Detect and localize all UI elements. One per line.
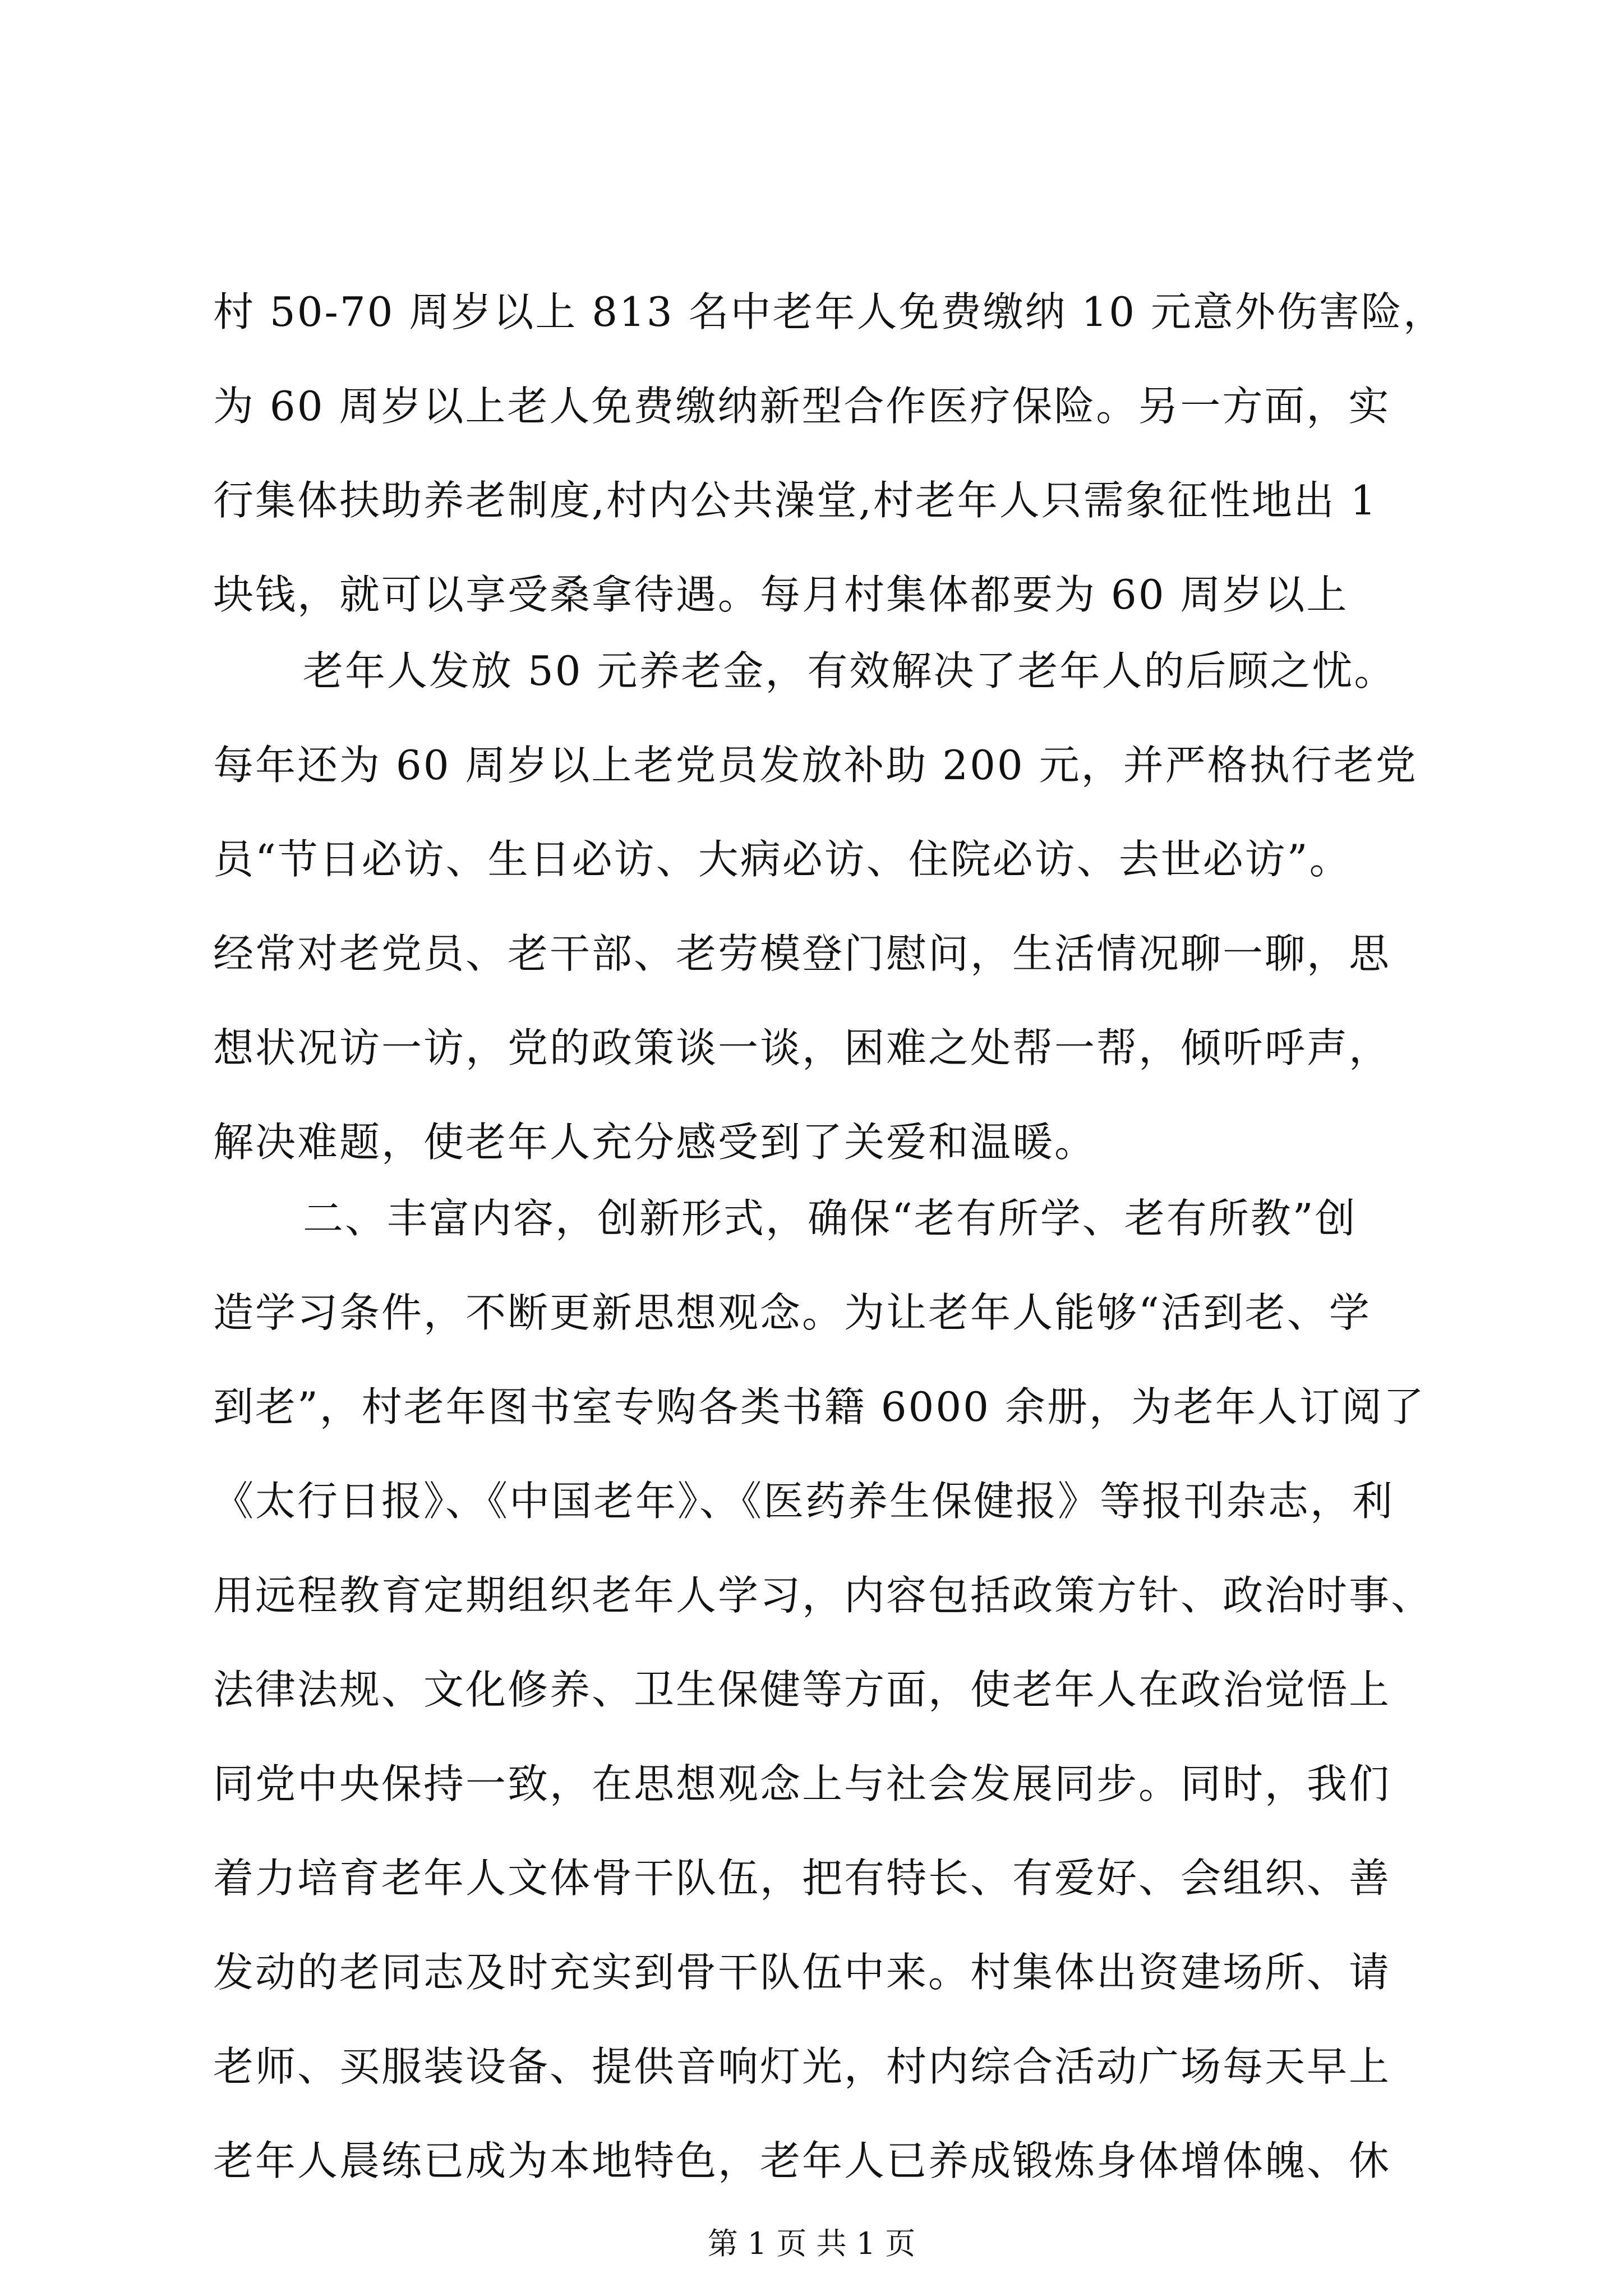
text-line: 造学习条件，不断更新思想观念。为让老年人能够“活到老、学 [213, 1289, 1371, 1336]
text-line: 为 60 周岁以上老人免费缴纳新型合作医疗保险。另一方面，实 [213, 383, 1391, 430]
text-line: 每年还为 60 周岁以上老党员发放补助 200 元，并严格执行老党 [213, 742, 1418, 789]
text-line: 解决难题，使老年人充分感受到了关爱和温暖。 [213, 1119, 1097, 1166]
text-line: 块钱，就可以享受桑拿待遇。每月村集体都要为 60 周岁以上 [213, 571, 1349, 618]
text-line: 同党中央保持一致，在思想观念上与社会发展同步。同时，我们 [213, 1760, 1391, 1807]
text-line: 行集体扶助养老制度,村内公共澡堂,村老年人只需象征性地出 1 [213, 477, 1378, 524]
text-line: 员“节日必访、生日必访、大病必访、住院必访、去世必访”。 [213, 836, 1352, 883]
text-line: 想状况访一访，党的政策谈一谈，困难之处帮一帮，倾听呼声， [213, 1024, 1391, 1071]
text-line: 用远程教育定期组织老年人学习，内容包括政策方针、政治时事、 [213, 1572, 1433, 1619]
text-line: 村 50-70 周岁以上 813 名中老年人免费缴纳 10 元意外伤害险， [213, 288, 1445, 335]
text-line: 到老”，村老年图书室专购各类书籍 6000 余册，为老年人订阅了 [213, 1383, 1426, 1430]
text-line: 经常对老党员、老干部、老劳模登门慰问，生活情况聊一聊，思 [213, 930, 1391, 977]
text-line: 《太行日报》、《中国老年》、《医药养生保健报》等报刊杂志，利 [213, 1478, 1395, 1525]
text-line: 老年人晨练已成为本地特色，老年人已养成锻炼身体增体魄、休 [213, 2137, 1391, 2184]
paragraph-start-line: 老年人发放 50 元养老金，有效解决了老年人的后顾之忧。 [303, 647, 1396, 694]
text-line: 着力培育老年人文体骨干队伍，把有特长、有爱好、会组织、善 [213, 1855, 1391, 1902]
section-heading-line: 二、丰富内容，创新形式，确保“老有所学、老有所教”创 [303, 1195, 1357, 1242]
page-footer: 第 1 页 共 1 页 [707, 2226, 916, 2261]
text-line: 老师、买服装设备、提供音响灯光，村内综合活动广场每天早上 [213, 2043, 1391, 2090]
text-line: 法律法规、文化修养、卫生保健等方面，使老年人在政治觉悟上 [213, 1666, 1391, 1713]
text-line: 发动的老同志及时充实到骨干队伍中来。村集体出资建场所、请 [213, 1949, 1391, 1996]
